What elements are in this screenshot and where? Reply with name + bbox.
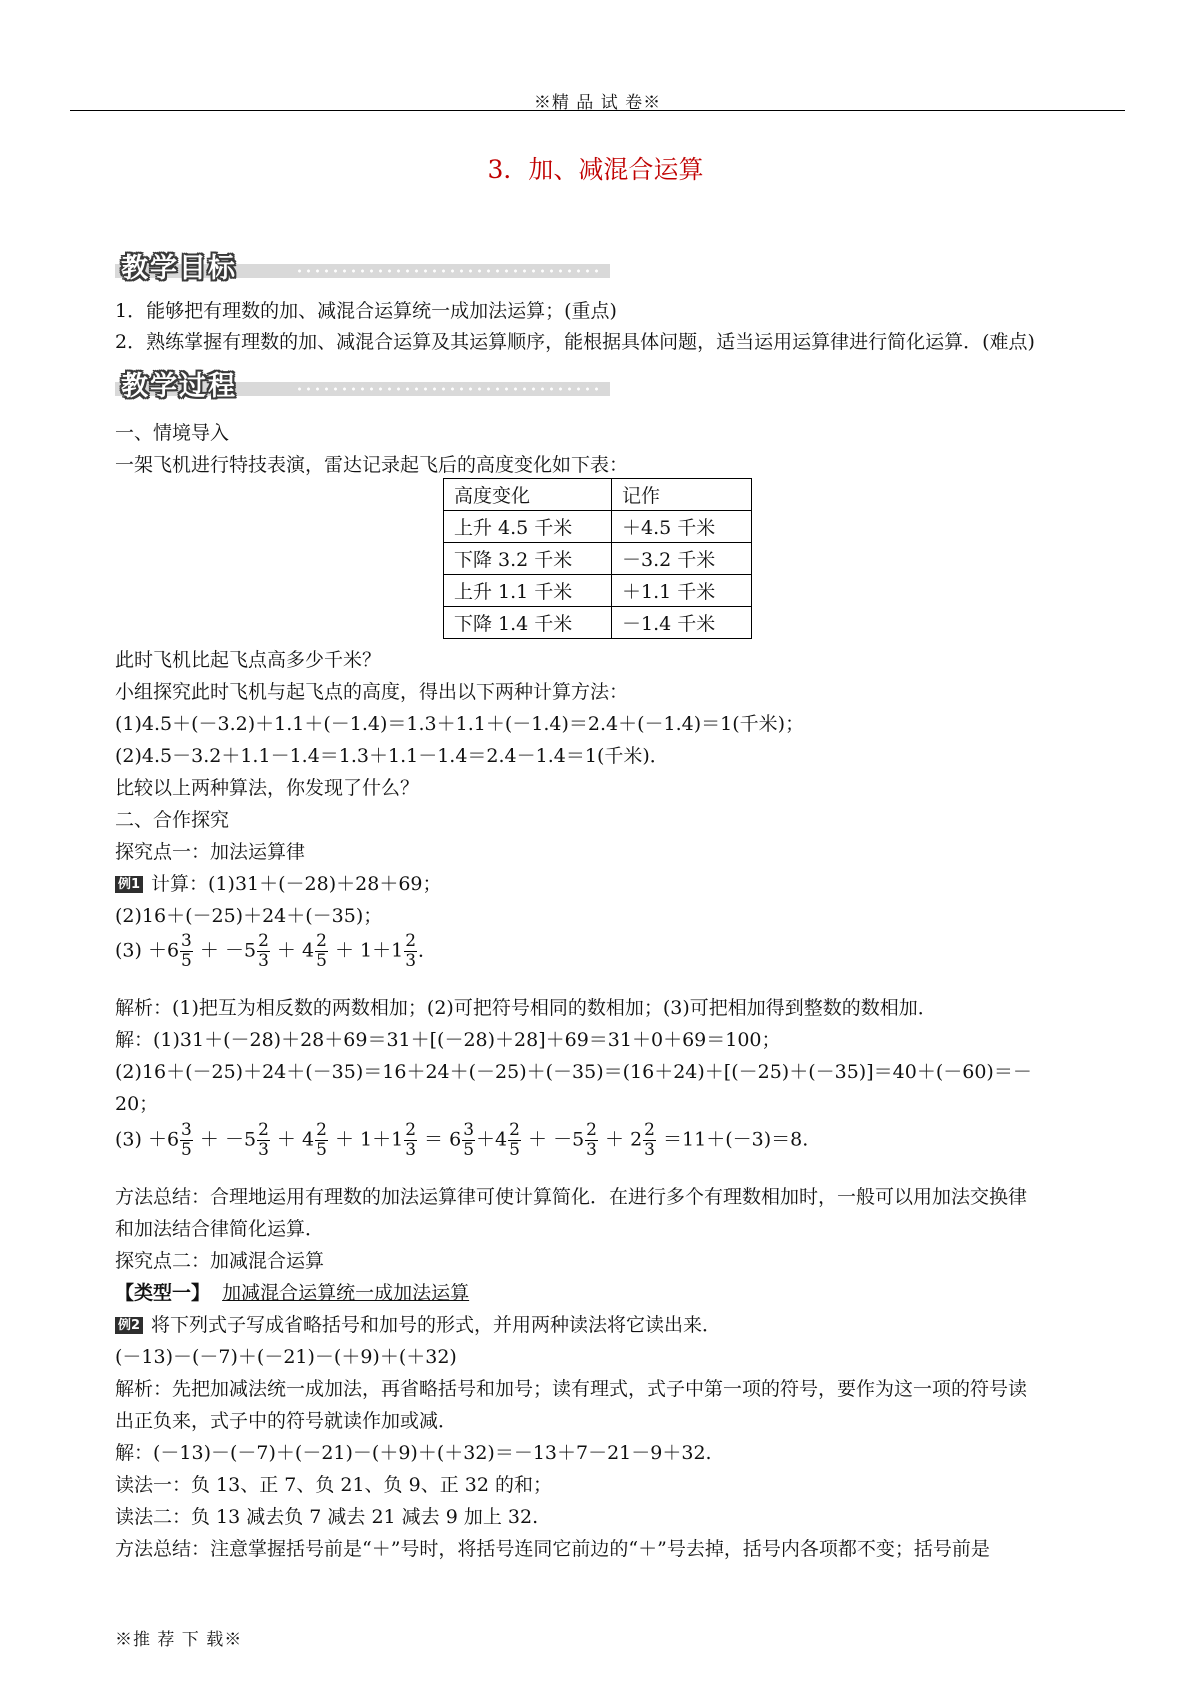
table-header-cell: 记作 xyxy=(612,479,752,511)
intro-compare: 比较以上两种算法，你发现了什么？ xyxy=(115,777,420,799)
expr-text: ＋ xyxy=(193,939,225,962)
expr-text: ＋ xyxy=(193,1128,225,1151)
fraction xyxy=(643,1122,656,1159)
example-2-expr: (－13)－(－7)＋(－21)－(＋9)＋(＋32) xyxy=(115,1346,457,1368)
expr-text: ＋ xyxy=(270,939,302,962)
table-cell: 下降 3.2 千米 xyxy=(444,543,612,575)
fraction xyxy=(315,933,328,970)
denominator: 3 xyxy=(586,1140,597,1160)
summary-1b: 和加法结合律简化运算． xyxy=(115,1218,325,1240)
table-header-row xyxy=(444,479,752,511)
example-2-q: 将下列式子写成省略括号和加号的形式，并用两种读法将它读出来． xyxy=(151,1314,722,1336)
section-title-process: 教学过程 xyxy=(121,371,237,402)
expr-text: (3) xyxy=(115,1128,148,1151)
expr-text: ＝ xyxy=(418,1128,450,1151)
table-cell: －1.4 千米 xyxy=(612,607,752,639)
numerator: 2 xyxy=(405,1120,417,1140)
solution-1-2a: (2)16＋(－25)＋24＋(－35)＝16＋24＋(－25)＋(－35)＝(16＋24)＋[(－25)＋(－35)]＝40＋(－60)＝－ xyxy=(115,1061,1032,1083)
denominator: 5 xyxy=(316,951,327,971)
table-cell: ＋1.1 千米 xyxy=(612,575,752,607)
solution-1-1: 解：(1)31＋(－28)＋28＋69＝31＋[(－28)＋28]＋69＝31＋0＋69＝100； xyxy=(115,1029,781,1051)
expr-text: 1＋1 xyxy=(360,939,404,962)
numerator: 2 xyxy=(644,1120,655,1140)
expr-text: ＋6 xyxy=(147,1128,180,1151)
denominator: 3 xyxy=(405,1140,417,1160)
page-header: ※精 品 试 卷※ xyxy=(533,93,662,113)
method-1: (1)4.5＋(－3.2)＋1.1＋(－1.4)＝1.3＋1.1＋(－1.4)＝2.4＋(－1.4)＝1(千米)； xyxy=(115,713,805,735)
document-title: 3．加、减混合运算 xyxy=(487,155,704,184)
example-tag: 例2 xyxy=(115,1317,143,1334)
example-2-question xyxy=(115,1310,721,1337)
expr-text: (3) xyxy=(115,939,148,962)
section-banner-process xyxy=(115,364,610,400)
explore-heading: 二、合作探究 xyxy=(115,809,230,831)
fraction xyxy=(508,1122,521,1159)
explore-point-1: 探究点一：加法运算律 xyxy=(115,841,306,863)
denominator: 3 xyxy=(258,1140,269,1160)
type-1-heading xyxy=(115,1278,469,1305)
solution-1-3 xyxy=(115,1122,808,1159)
expr-text: －5 xyxy=(224,1128,257,1151)
solution-2: 解：(－13)－(－7)＋(－21)－(＋9)＋(＋32)＝－13＋7－21－9＋32. xyxy=(115,1442,712,1464)
expr-text: 6 xyxy=(449,1128,462,1151)
table-cell: 上升 4.5 千米 xyxy=(444,511,612,543)
height-change-table xyxy=(443,478,752,639)
fraction xyxy=(180,1122,193,1159)
example-1-q3 xyxy=(115,933,437,970)
fraction xyxy=(404,933,417,970)
numerator: 2 xyxy=(258,931,269,951)
expr-text: 4 xyxy=(301,939,315,962)
denominator: 3 xyxy=(644,1140,655,1160)
expr-text: ＝11＋(－3)＝8. xyxy=(657,1128,809,1151)
example-1-q2: (2)16＋(－25)＋24＋(－35)； xyxy=(115,905,383,927)
header-rule xyxy=(70,110,1125,111)
section-banner-objectives xyxy=(115,246,610,282)
table-header-cell: 高度变化 xyxy=(444,479,612,511)
numerator: 3 xyxy=(463,1120,475,1140)
expr-text: ＋ xyxy=(476,1128,496,1151)
objective-item: 1．能够把有理数的加、减混合运算统一成加法运算；(重点) xyxy=(115,300,617,322)
example-tag: 例1 xyxy=(115,876,143,893)
expr-text: －5 xyxy=(224,939,257,962)
banner-dots xyxy=(295,268,600,274)
table-cell: －3.2 千米 xyxy=(612,543,752,575)
intro-heading: 一、情境导入 xyxy=(115,422,230,444)
expr-text: ＋ xyxy=(598,1128,631,1151)
fraction xyxy=(462,1122,475,1159)
numerator: 2 xyxy=(258,1120,269,1140)
intro-line: 小组探究此时飞机与起飞点的高度，得出以下两种计算方法： xyxy=(115,681,629,703)
expr-text: 4 xyxy=(495,1128,508,1151)
table-cell: 下降 1.4 千米 xyxy=(444,607,612,639)
table-row xyxy=(444,575,752,607)
fraction xyxy=(257,933,270,970)
numerator: 2 xyxy=(509,1120,520,1140)
solution-1-2b: 20； xyxy=(115,1093,159,1115)
expr-text: ＋6 xyxy=(147,939,180,962)
denominator: 5 xyxy=(181,1140,192,1160)
banner-dots xyxy=(295,386,600,392)
example-1-q1: 计算：(1)31＋(－28)＋28＋69； xyxy=(151,873,442,895)
numerator: 2 xyxy=(586,1120,597,1140)
expr-text: ＋ xyxy=(270,1128,302,1151)
numerator: 2 xyxy=(405,931,417,951)
analysis-2a: 解析：先把加减法统一成加法，再省略括号和加号；读有理式，式子中第一项的符号，要作为这一项的符号读 xyxy=(115,1378,1028,1400)
denominator: 3 xyxy=(258,951,269,971)
explore-point-2: 探究点二：加减混合运算 xyxy=(115,1250,325,1272)
reading-1: 读法一：负 13、正 7、负 21、负 9、正 32 的和； xyxy=(115,1474,552,1496)
summary-2: 方法总结：注意掌握括号前是“＋”号时，将括号连同它前边的“＋”号去掉，括号内各项都不变；括号前是 xyxy=(115,1538,990,1560)
analysis-1: 解析：(1)把互为相反数的两数相加；(2)可把符号相同的数相加；(3)可把相加得到整数的数相加． xyxy=(115,997,937,1019)
type-title: 加减混合运算统一成加法运算 xyxy=(222,1282,470,1304)
expr-text: －5 xyxy=(553,1128,585,1151)
expr-text: 2 xyxy=(630,1128,643,1151)
expr-text: ＋ xyxy=(328,939,360,962)
denominator: 5 xyxy=(181,951,192,971)
expr-text: ＋ xyxy=(521,1128,554,1151)
objective-item: 2．熟练掌握有理数的加、减混合运算及其运算顺序，能根据具体问题，适当运用运算律进行简化运算．(难点) xyxy=(115,331,1035,353)
numerator: 2 xyxy=(316,931,327,951)
fraction xyxy=(180,933,193,970)
denominator: 3 xyxy=(405,951,417,971)
numerator: 3 xyxy=(181,931,192,951)
table-cell: ＋4.5 千米 xyxy=(612,511,752,543)
table-cell: 上升 1.1 千米 xyxy=(444,575,612,607)
table-row xyxy=(444,511,752,543)
expr-text: ＋ xyxy=(328,1128,360,1151)
fraction xyxy=(404,1122,417,1159)
reading-2: 读法二：负 13 减去负 7 减去 21 减去 9 加上 32. xyxy=(115,1506,539,1528)
denominator: 5 xyxy=(316,1140,327,1160)
fraction xyxy=(585,1122,598,1159)
fraction xyxy=(315,1122,328,1159)
table-row xyxy=(444,543,752,575)
numerator: 3 xyxy=(181,1120,192,1140)
page-footer: ※推 荐 下 载※ xyxy=(115,1630,243,1650)
example-1-question xyxy=(115,869,442,896)
expr-text: ． xyxy=(418,939,438,962)
table-row xyxy=(444,607,752,639)
expr-text: 1＋1 xyxy=(360,1128,404,1151)
expr-text: 4 xyxy=(301,1128,315,1151)
denominator: 5 xyxy=(509,1140,520,1160)
analysis-2b: 出正负来，式子中的符号就读作加或减． xyxy=(115,1410,458,1432)
summary-1a: 方法总结：合理地运用有理数的加法运算律可使计算简化．在进行多个有理数相加时，一般可以用加法交换律 xyxy=(115,1186,1028,1208)
method-2: (2)4.5－3.2＋1.1－1.4＝1.3＋1.1－1.4＝2.4－1.4＝1(千米)． xyxy=(115,745,669,767)
section-title-objectives: 教学目标 xyxy=(121,253,237,284)
denominator: 5 xyxy=(463,1140,475,1160)
type-label: 【类型一】 xyxy=(115,1282,211,1304)
fraction xyxy=(257,1122,270,1159)
numerator: 2 xyxy=(316,1120,327,1140)
intro-text: 一架飞机进行特技表演，雷达记录起飞后的高度变化如下表： xyxy=(115,454,629,476)
intro-question: 此时飞机比起飞点高多少千米？ xyxy=(115,649,382,671)
